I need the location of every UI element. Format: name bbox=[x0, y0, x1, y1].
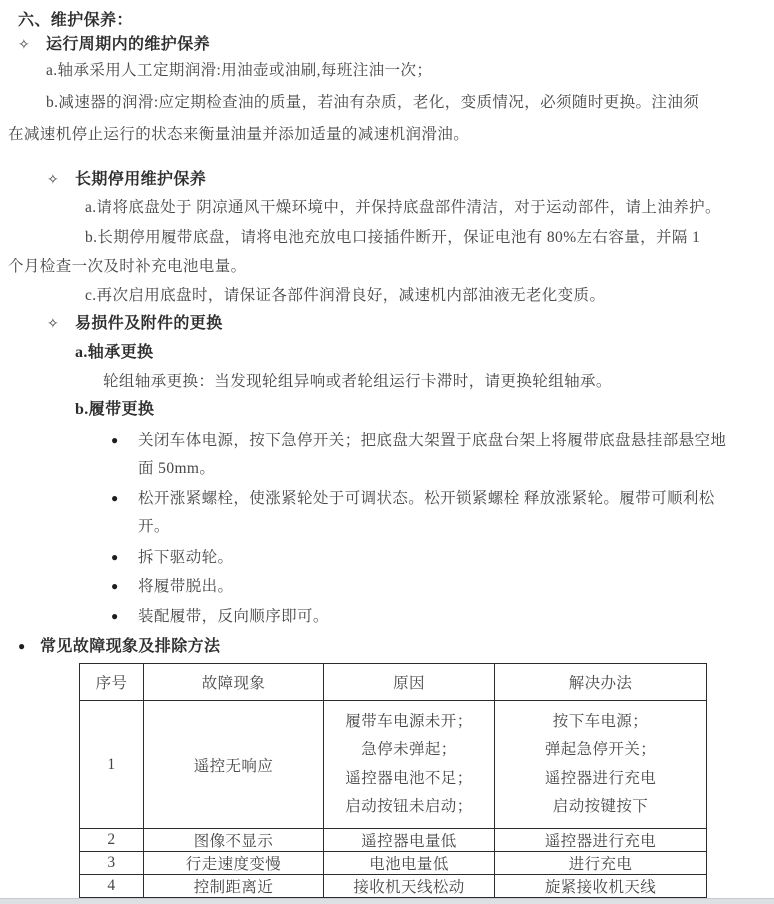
table-cell-cause: 接收机天线松动 bbox=[324, 875, 495, 898]
doc-title: 六、维护保养： bbox=[18, 12, 133, 29]
list-item-text: 装配履带，反向顺序即可。 bbox=[138, 608, 329, 625]
table-header-cell: 序号 bbox=[80, 664, 144, 701]
table-row bbox=[80, 852, 707, 875]
table-cell-solution: 进行充电 bbox=[495, 852, 707, 875]
table-cell-cause: 遥控器电量低 bbox=[324, 829, 495, 852]
section-heading-text: 常见故障现象及排除方法 bbox=[40, 638, 221, 655]
list-item-text: 将履带脱出。 bbox=[138, 578, 234, 595]
paragraph-line: c.再次启用底盘时，请保证各部件润滑良好，减速机内部油液无老化变质。 bbox=[85, 287, 606, 304]
list-item bbox=[111, 487, 715, 510]
fault-table bbox=[79, 663, 707, 898]
table-cell-causes bbox=[324, 701, 495, 829]
bullet-icon: ● bbox=[111, 433, 119, 447]
table-cell-no: 4 bbox=[80, 875, 144, 898]
table-cell-solution: 旋紧接收机天线 bbox=[495, 875, 707, 898]
table-cell-no: 3 bbox=[80, 852, 144, 875]
table-header-cell: 故障现象 bbox=[144, 664, 324, 701]
page-bottom-edge bbox=[0, 898, 774, 904]
table-cell-solution: 遥控器进行充电 bbox=[495, 829, 707, 852]
diamond-bullet-icon: ✧ bbox=[47, 317, 60, 332]
table-header-cell: 原因 bbox=[324, 664, 495, 701]
list-item bbox=[111, 546, 233, 569]
section-faults-heading bbox=[18, 635, 220, 658]
paragraph-line: 在减速机停止运行的状态来衡量油量并添加适量的减速机润滑油。 bbox=[8, 126, 470, 143]
table-cell-no: 1 bbox=[80, 701, 144, 829]
table-row bbox=[80, 829, 707, 852]
table-cell-phenomenon: 控制距离近 bbox=[144, 875, 324, 898]
section-heading-text: 长期停用维护保养 bbox=[75, 171, 207, 188]
cause-line: 遥控器电池不足； bbox=[345, 769, 473, 787]
list-item-text: 关闭车体电源，按下急停开关；把底盘大架置于底盘台架上将履带底盘悬挂部悬空地 bbox=[138, 432, 727, 449]
section-heading-text: 运行周期内的维护保养 bbox=[46, 36, 211, 53]
table-header-row bbox=[80, 664, 707, 701]
list-item bbox=[111, 429, 726, 452]
paragraph-line: a.请将底盘处于 阴凉通风干燥环境中，并保持底盘部件清洁，对于运动部件，请上油养护。 bbox=[85, 199, 721, 216]
table-cell-solutions bbox=[495, 701, 707, 829]
diamond-bullet-icon: ✧ bbox=[18, 38, 31, 53]
section-heading-text: 易损件及附件的更换 bbox=[75, 315, 223, 332]
cause-line: 急停未弹起； bbox=[361, 741, 457, 759]
subsection-bearing-title: a.轴承更换 bbox=[75, 344, 154, 361]
table-cell-cause: 电池电量低 bbox=[324, 852, 495, 875]
paragraph-line: b.减速器的润滑:应定期检查油的质量，若油有杂质，老化，变质情况，必须随时更换。注油须 bbox=[46, 94, 700, 111]
paragraph-line: b.长期停用履带底盘，请将电池充放电口接插件断开，保证电池有 80%左右容量，并隔 1 bbox=[85, 229, 701, 246]
solution-line: 按下车电源； bbox=[552, 712, 649, 730]
section-running-heading bbox=[18, 34, 210, 57]
cause-line: 启动按钮未启动； bbox=[345, 798, 473, 816]
list-item-continuation: 面 50mm。 bbox=[138, 460, 216, 477]
solution-line: 遥控器进行充电 bbox=[544, 769, 657, 787]
table-cell-phenomenon: 遥控无响应 bbox=[144, 701, 324, 829]
list-item-continuation: 开。 bbox=[138, 518, 170, 535]
table-cell-phenomenon: 行走速度变慢 bbox=[144, 852, 324, 875]
table-row bbox=[80, 875, 707, 898]
list-item bbox=[111, 605, 329, 628]
table-row bbox=[80, 701, 707, 829]
bullet-icon: ● bbox=[111, 609, 119, 623]
table-header-cell: 解决办法 bbox=[495, 664, 707, 701]
subsection-track-title: b.履带更换 bbox=[75, 401, 155, 418]
bullet-icon: ● bbox=[111, 491, 119, 505]
paragraph-line: a.轴承采用人工定期润滑:用油壶或油刷,每班注油一次； bbox=[46, 62, 433, 79]
bullet-icon: ● bbox=[111, 550, 119, 564]
list-item-text: 松开涨紧螺栓，使涨紧轮处于可调状态。松开锁紧螺栓 释放涨紧轮。履带可顺利松 bbox=[138, 490, 715, 507]
diamond-bullet-icon: ✧ bbox=[47, 173, 60, 188]
list-item-text: 拆下驱动轮。 bbox=[138, 549, 234, 566]
table-cell-no: 2 bbox=[80, 829, 144, 852]
table-cell-phenomenon: 图像不显示 bbox=[144, 829, 324, 852]
list-item bbox=[111, 575, 233, 598]
bullet-icon: ● bbox=[18, 639, 26, 653]
paragraph-line: 轮组轴承更换：当发现轮组异响或者轮组运行卡滞时，请更换轮组轴承。 bbox=[103, 373, 612, 390]
solution-line: 启动按键按下 bbox=[552, 798, 649, 816]
section-wear-heading bbox=[47, 313, 223, 336]
cause-line: 履带车电源未开； bbox=[345, 712, 473, 730]
bullet-icon: ● bbox=[111, 579, 119, 593]
paragraph-line: 个月检查一次及时补充电池电量。 bbox=[8, 258, 247, 275]
solution-line: 弹起急停开关； bbox=[544, 741, 657, 759]
section-storage-heading bbox=[47, 169, 206, 192]
